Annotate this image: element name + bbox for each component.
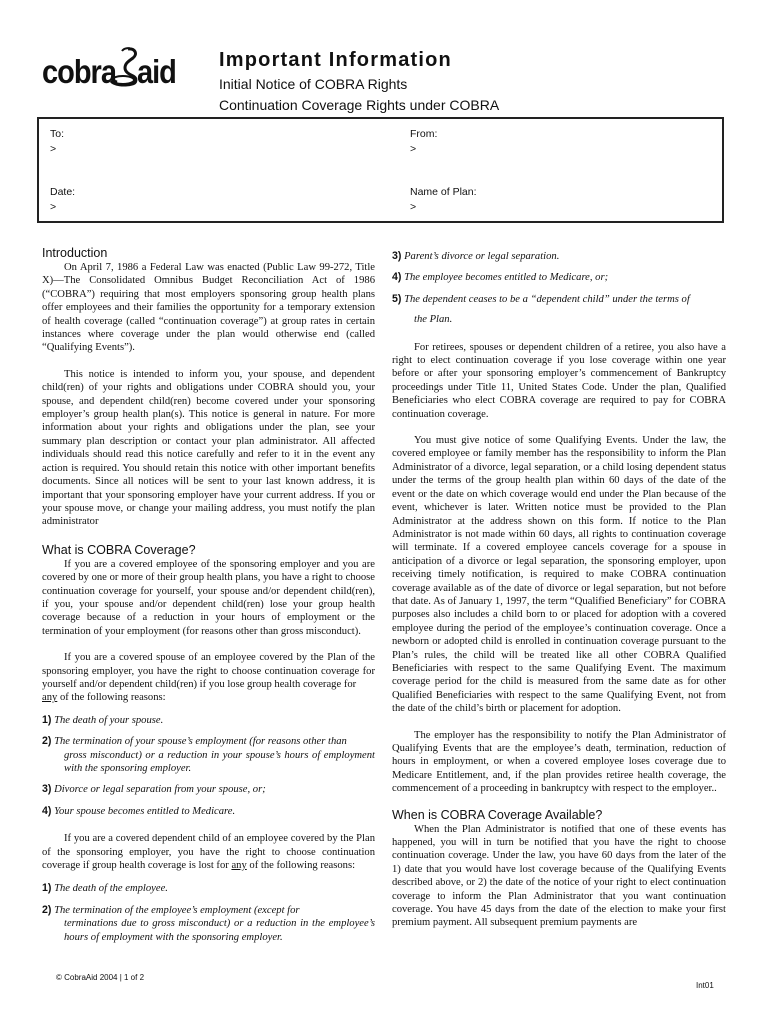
to-field[interactable] — [50, 127, 64, 157]
child-reason-item: 5) The dependent ceases to be a “dependent child” under the terms of the Plan. — [392, 292, 690, 326]
to-value[interactable]: > — [50, 143, 57, 155]
cobraaid-logo — [42, 50, 192, 94]
date-label: Date: — [50, 186, 76, 198]
introduction-heading: Introduction — [42, 246, 108, 260]
page-subtitle-2: Continuation Coverage Rights under COBRA — [219, 97, 500, 113]
page-title: Important Information — [219, 49, 452, 71]
introduction-paragraph-1: On April 7, 1986 a Federal Law was enacted (Public Law 99-272, Title X)—The Consolidated Omnibus Budget Reconciliation Act of 1986 (“COBRA”) requiring that most employers sponsoring group health plans offer employees and their families the opportunity for a temporary extension of health coverage (called “continuation coverage”) at group rates in certain instances where coverage under the plan would otherwise end (called “Qualifying Events”). — [42, 262, 375, 354]
spouse-reason-item: 4) Your spouse becomes entitled to Medicare. — [42, 804, 236, 817]
left-column — [42, 246, 375, 944]
spouse-reason-item: 1) The death of your spouse. — [42, 713, 164, 726]
from-field[interactable] — [410, 127, 437, 157]
spouse-reason-item: 2) The termination of your spouse’s employment (for reasons other than gross misconduct) or a reduction in your spouse’s hours of employment with the sponsoring employer. — [42, 735, 375, 774]
recipient-form-box — [37, 117, 724, 223]
plan-name-value[interactable]: > — [410, 201, 417, 213]
from-value[interactable]: > — [410, 143, 417, 155]
qualifying-event-notice-paragraph: You must give notice of some Qualifying Events. Under the law, the covered employee or family member has the responsibility to inform the Plan Administrator of a divorce, legal separation, or a child losing dependent status under the terms of the group health plan within 60 days of the date of the event or the date on which coverage would end under the Plan because of the event, whichever is later. Written notice must be provided to the Plan Administrator at the address shown on this form. If notice to the Plan Administrator is not made within 60 days, all rights to continuation coverage will terminate. If a covered employee cancels coverage for a spouse in anticipation of a divorce or legal separation, the sponsoring employer, upon receiving timely notification, is required to make COBRA continuation coverage available as of the date of divorce or legal separation, but not before that date. As of January 1, 1997, the term “Qualified Beneficiary” for COBRA purposes also includes a child born to or placed for adoption with a covered employee during the period of the employee’s continuation coverage. Once a newborn or adopted child is enrolled in continuation coverage pursuant to the Plan’s rules, the child will be treated like all other COBRA Qualified Beneficiaries with respect to the same Qualifying Event. The maximum coverage period for the child is measured from the same date as for other Qualified Beneficiaries with respect to the same Qualifying Event, not from the date of the child’s birth or placement for adoption. — [392, 435, 726, 715]
plan-name-label: Name of Plan: — [410, 186, 477, 198]
retiree-paragraph: For retirees, spouses or dependent children of a retiree, you also have a right to elect continuation coverage if you lose coverage within one year before or after your sponsoring employer’s commencement of Bankruptcy proceedings under Title 11, United States Code. Under the plan, Qualified Beneficiaries who elect COBRA coverage are required to pay for COBRA continuation coverage. — [392, 341, 726, 420]
footer-copyright: © CobraAid 2004 | 1 of 2 — [56, 973, 145, 982]
right-column — [392, 250, 726, 930]
date-value[interactable]: > — [50, 201, 57, 213]
introduction-paragraph-2: This notice is intended to inform you, your spouse, and dependent child(ren) of your rights and obligations under COBRA should you, your spouse, and dependent child(ren) become covered under your sponsoring employer’s group health plan(s). This notice is general in nature. For more information about your rights and obligations under the plan, see your summary plan description or contact your plan administrator. All affected individuals should read this notice carefully and refer to it in the event any action is required. You should retain this notice with other important benefits documents. Since all notices will be sent to your last known address, it is important that your sponsoring employer have your current address. If you or your spouse move, or change your mailing address, you must notify the plan administrator — [42, 368, 375, 528]
from-label: From: — [410, 128, 438, 140]
what-is-cobra-paragraph-1: If you are a covered employee of the sponsoring employer and you are covered by one or more of their group health plans, you have a right to choose continuation coverage for yourself, your spouse and/or dependent child(ren), if you, your spouse and/or dependent child(ren) lose your group health coverage because of a reduction in your hours of employment or the termination of your employment (for reasons other than gross misconduct). — [42, 558, 375, 637]
employer-responsibility-paragraph: The employer has the responsibility to notify the Plan Administrator of Qualifying Events that are the employee’s death, termination, reduction of hours in employment, or when a covered employee loses coverage due to Medicare Entitlement, and, if the plan provides retiree health coverage, the commencement of a proceeding in bankruptcy with respect to the employer.. — [392, 729, 726, 795]
plan-name-field[interactable] — [410, 185, 477, 215]
dependent-child-paragraph: If you are a covered dependent child of an employee covered by the Plan of the sponsoring employer, you have the right to choose continuation coverage if group health coverage is lost for any of the following reasons: — [42, 833, 375, 872]
logo-text-aid: aid — [137, 54, 176, 91]
date-field[interactable] — [50, 185, 75, 215]
when-available-paragraph: When the Plan Administrator is notified that one of these events has happened, you will in turn be notified that you have the right to choose continuation coverage. Under the law, you have 60 days from the later of the 1) date that you would have lost coverage because of the Qualifying Events described above, or 2) the date of the notice of your right to elect continuation coverage to inform the Plan Administrator that you want continuation coverage. You have 45 days from the date of the election to make your first premium payment. All subsequent premium payments are — [392, 823, 726, 929]
child-reason-item: 1) The death of the employee. — [42, 882, 168, 895]
footer-form-code: Int01 — [696, 981, 714, 990]
child-reason-item: 2) The termination of the employee’s employment (except for terminations due to gross misconduct) or a reduction in the employee’s hours of employment with the sponsoring employer. — [42, 903, 375, 943]
what-is-cobra-paragraph-2: If you are a covered spouse of an employee covered by the Plan of the sponsoring employer, you have the right to choose continuation coverage for yourself and/or dependent child(ren) if you lose group health coverage for any of the following reasons: — [42, 652, 375, 704]
child-reason-item: 4) The employee becomes entitled to Medicare, or; — [392, 271, 609, 284]
spouse-reason-item: 3) Divorce or legal separation from your spouse, or; — [42, 783, 266, 796]
page-subtitle-1: Initial Notice of COBRA Rights — [219, 76, 408, 92]
child-reason-item: 3) Parent’s divorce or legal separation. — [392, 250, 560, 262]
what-is-cobra-heading: What is COBRA Coverage? — [42, 542, 196, 557]
to-label: To: — [50, 128, 65, 140]
logo-text-cobra: cobra — [42, 54, 116, 91]
when-available-heading: When is COBRA Coverage Available? — [392, 807, 603, 822]
